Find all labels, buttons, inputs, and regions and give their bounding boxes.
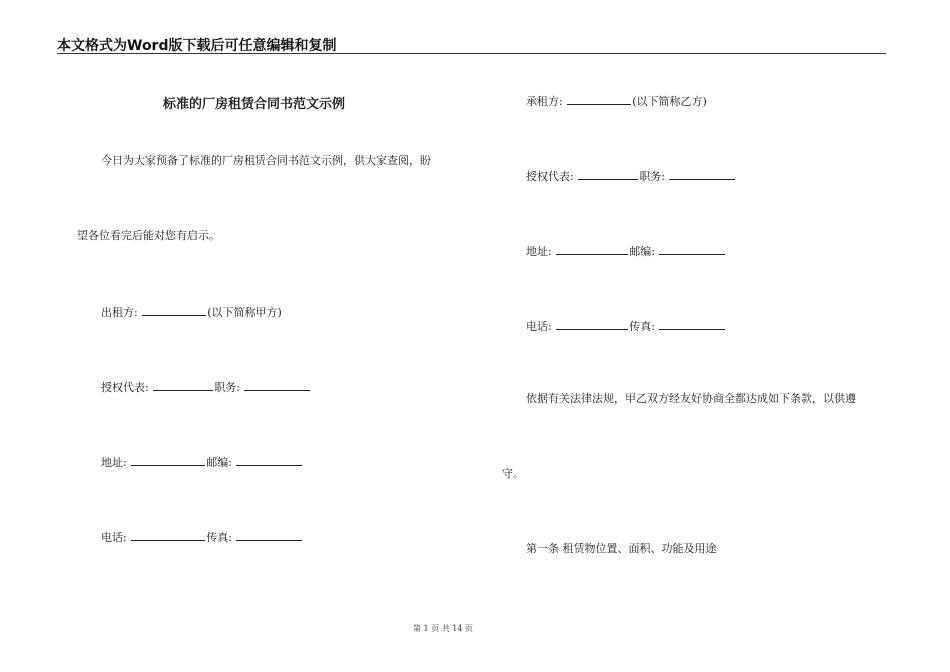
article-1-heading: 第一条 租赁物位置、面积、功能及用途 <box>526 542 717 555</box>
fax-label: 传真: <box>206 531 236 544</box>
rep-blank <box>153 379 213 391</box>
phone-blank <box>131 529 205 541</box>
phone-label: 电话: <box>526 320 556 333</box>
address-label: 地址: <box>101 456 131 469</box>
page-footer: 第 1 页 共 14 页 <box>413 624 473 633</box>
phone-label: 电话: <box>101 531 131 544</box>
postcode-label: 邮编: <box>629 245 659 258</box>
document-title: 标准的厂房租赁合同书范文示例 <box>163 97 346 112</box>
position-blank <box>669 168 735 180</box>
basis-line-1: 依据有关法律法规，甲乙双方经友好协商全都达成如下条款，以供遵 <box>526 392 856 405</box>
lessor-blank <box>142 304 206 316</box>
lessor-line <box>101 304 282 320</box>
lessee-address-line <box>526 243 726 259</box>
postcode-label: 邮编: <box>206 456 236 469</box>
lessee-blank <box>567 93 631 105</box>
lessor-label: 出租方: <box>101 306 142 319</box>
fax-label: 传真: <box>629 320 659 333</box>
address-label: 地址: <box>526 245 556 258</box>
fax-blank <box>659 318 725 330</box>
lessor-rep-line <box>101 379 311 395</box>
position-label: 职务: <box>214 381 244 394</box>
intro-line-1: 今日为大家预备了标准的厂房租赁合同书范文示例，供大家查阅，盼 <box>101 154 431 167</box>
postcode-blank <box>236 454 302 466</box>
intro-line-2: 望各位看完后能对您有启示。 <box>77 229 220 242</box>
lessee-rep-line <box>526 168 736 184</box>
address-blank <box>556 243 628 255</box>
lessee-suffix: (以下简称乙方) <box>632 95 707 108</box>
header-text: 本文格式为Word版下载后可任意编辑和复制 <box>57 38 337 54</box>
basis-line-2: 守。 <box>502 467 524 480</box>
lessee-phone-line <box>526 318 726 334</box>
position-label: 职务: <box>639 170 669 183</box>
lessor-suffix: (以下简称甲方) <box>207 306 282 319</box>
lessor-address-line <box>101 454 303 470</box>
position-blank <box>244 379 310 391</box>
lessor-phone-line <box>101 529 303 545</box>
address-blank <box>131 454 205 466</box>
lessee-line <box>526 93 707 109</box>
rep-label: 授权代表: <box>526 170 578 183</box>
phone-blank <box>556 318 628 330</box>
postcode-blank <box>659 243 725 255</box>
rep-label: 授权代表: <box>101 381 153 394</box>
lessee-label: 承租方: <box>526 95 567 108</box>
rep-blank <box>578 168 638 180</box>
fax-blank <box>236 529 302 541</box>
header-divider <box>57 53 886 54</box>
